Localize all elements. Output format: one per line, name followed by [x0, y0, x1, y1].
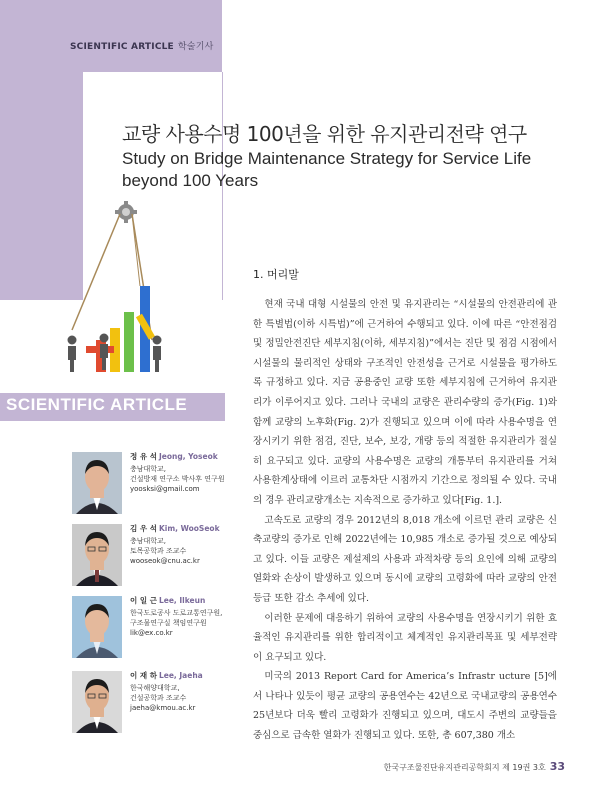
author-affiliation: 충남대학교, — [130, 465, 167, 473]
page-title-english: Study on Bridge Maintenance Strategy for Service Life beyond 100 Years — [122, 149, 532, 190]
page-title-korean: 교량 사용수명 100년을 위한 유지관리전략 연구 — [122, 122, 527, 146]
section-heading: 1. 머리말 — [253, 268, 299, 281]
body-paragraph: 고속도로 교량의 경우 2012년의 8,018 개소에 이르던 관리 교량은 신축교량의 증가로 인해 2022년에는 10,985 개소로 증가될 것으로 예상되고 있다. 이들 교량은 제설제의 사용과 과적차량 등의 요인에 의해 교량의 열화와 손상이 발생하고 있으며 동시에 교량의 고령화에 따라 교량의 안전등급 또한 감소 추세에 있다. — [253, 514, 557, 604]
section-label-ko: 학술기사 — [177, 42, 214, 52]
section-label-en: SCIENTIFIC ARTICLE — [70, 42, 174, 52]
author-email: jaeha@kmou.ac.kr — [130, 704, 196, 712]
author-card — [72, 524, 222, 590]
author-name: 이 재 하 Lee, Jaeha — [130, 671, 203, 680]
author-name: 이 일 근 Lee, Ilkeun — [130, 596, 206, 605]
author-position: 건설공학과 조교수 — [130, 694, 187, 702]
author-name: 김 우 석 Kim, WooSeok — [130, 524, 220, 533]
chart-bar-green — [124, 312, 134, 372]
banner-text: SCIENTIFIC ARTICLE — [6, 395, 188, 414]
author-card — [72, 671, 222, 737]
author-position: 건설방재 연구소 박사후 연구원 — [130, 475, 225, 483]
page-number: 33 — [549, 760, 565, 773]
author-photo-4 — [72, 671, 122, 733]
maintenance-illustration — [0, 190, 230, 390]
author-email: lik@ex.co.kr — [130, 629, 173, 637]
author-position: 구조물연구실 책임연구원 — [130, 619, 207, 627]
body-paragraph: 이러한 문제에 대응하기 위하여 교량의 사용수명을 연장시키기 위한 효율적인 유지관리를 위한 합리적이고 체계적인 유지관리목표 및 세부전략이 요구되고 있다. — [253, 612, 557, 663]
author-photo-3 — [72, 596, 122, 658]
author-card — [72, 596, 222, 662]
body-paragraph: 현재 국내 대형 시설물의 안전 및 유지관리는 “시설물의 안전관리에 관한 특별법(이하 시특법)”에 근거하여 수행되고 있다. 이에 따른 “안전점검 및 정밀안전진단 세부지침(이하, 세부지침)”에서는 진단 및 점검 시점에서 시설물의 물리적인 상태와 구조적인 안전성을 근거로 시설물을 평가하도록 규정하고 있다. 지금 공용중인 교량 또한 세부지침에 근거하여 유지관리가 이루어지고 있다. 그러나 국내의 교량은 관리수량의 증가(Fig. 1)와 함께 교량의 노후화(Fig. 2)가 진행되고 있으며 이에 따라 사용수명을 연장시키기 위한 점검, 진단, 보수, 보강, 개량 등의 적절한 유지관리가 절실히 요구되고 있다. 교량의 사용수명은 교량의 개통부터 유지관리를 거쳐 사용한계상태에 이르러 교통차단 시점까지 기간으로 정의될 수 있다. 국내의 경우 관리교량개소는 지속적으로 증가하고 있다[Fig. 1.]. — [253, 299, 557, 506]
header-color-block — [0, 0, 222, 72]
author-name: 정 유 석 Jeong, Yoseok — [130, 452, 218, 461]
worker-figure-3 — [153, 336, 162, 373]
author-position: 토목공학과 조교수 — [130, 547, 187, 555]
author-affiliation: 충남대학교, — [130, 537, 167, 545]
body-paragraph: 미국의 2013 Report Card for America’s Infrastr ucture [5]에서 나타나 있듯이 평균 교량의 공용연수는 42년으로 국내교량의 공용연수 25년보다 더욱 빨리 고령화가 진행되고 있으며, 대도시 주변의 교량들을 중심으로 급속한 열화가 진행되고 있다. 또한, 총 607,380 개소 — [253, 671, 557, 742]
author-photo-1 — [72, 452, 122, 514]
author-card — [72, 452, 225, 518]
author-affiliation: 한국도로공사 도로교통연구원, — [130, 609, 223, 617]
section-label — [70, 39, 213, 52]
worker-figure-1 — [68, 336, 77, 373]
page-footer — [384, 760, 565, 773]
article-body — [253, 295, 557, 746]
author-affiliation: 한국해양대학교, — [130, 684, 180, 692]
author-email: wooseok@cnu.ac.kr — [130, 557, 200, 565]
author-photo-2 — [72, 524, 122, 586]
author-email: yoosksi@gmail.com — [130, 485, 200, 493]
journal-name: 한국구조물진단유지관리공학회지 제 19권 3호 — [383, 763, 546, 772]
scientific-article-banner — [0, 393, 225, 421]
